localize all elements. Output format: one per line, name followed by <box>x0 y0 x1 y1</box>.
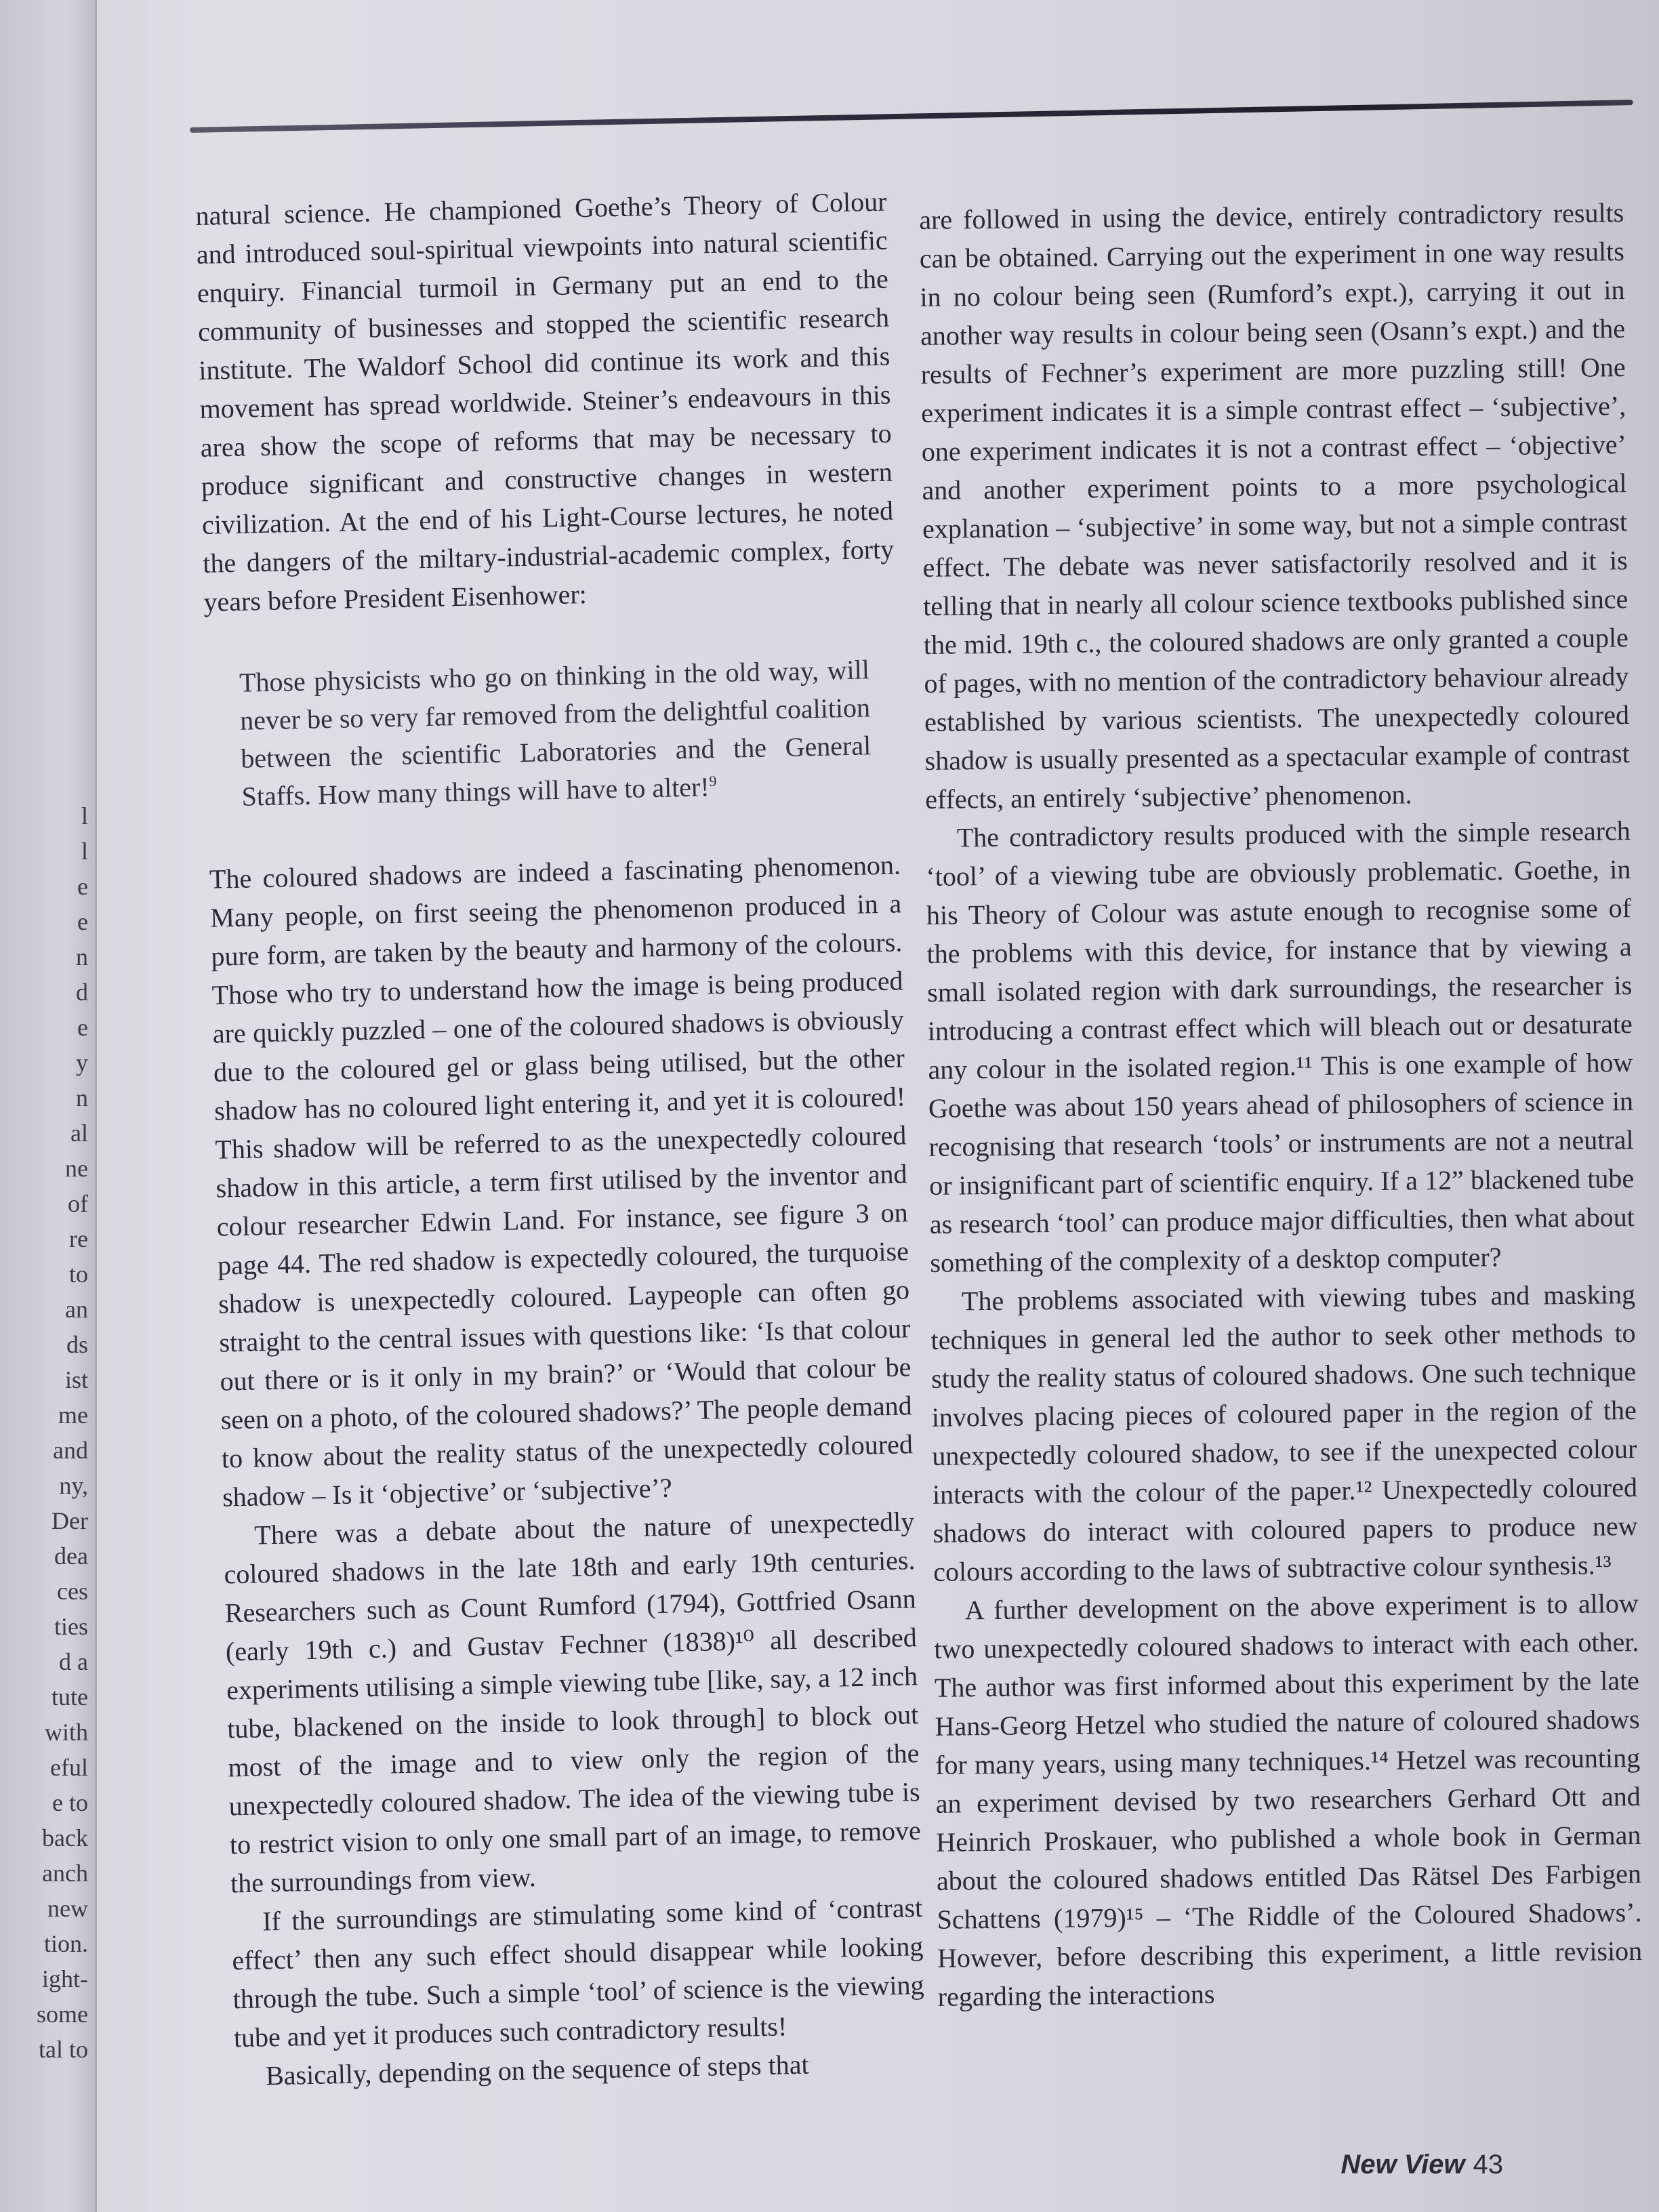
gutter-fragment: d <box>76 979 88 1006</box>
quote-text: Those physicists who go on thinking in the old way, will never be so very far removed from the delightful coalition between the scientific Laboratories and the General Staffs. How many things will have to alter! <box>239 654 872 812</box>
left-column <box>195 182 926 2096</box>
previous-page-edge <box>0 0 97 2212</box>
gutter-fragment: tion. <box>43 1930 88 1957</box>
gutter-fragment: Der <box>52 1507 88 1534</box>
gutter-fragment: e <box>77 873 88 900</box>
left-paragraph-2: The coloured shadows are indeed a fascinating phenomenon. Many people, on first seeing the phenomenon produced in a pure form, are taken by the beauty and harmony of the colours. Those who try to understand how the image is being produced are quickly puzzled – one of the coloured shadows is obviously due to the coloured gel or glass being utilised, but the other shadow has no coloured light entering it, and yet it is coloured! This shadow will be referred to as the unexpectedly coloured shadow in this article, a term first utilised by the inventor and colour researcher Edwin Land. For instance, see figure 3 on page 44. The red shadow is expectedly coloured, the turquoise shadow is unexpectedly coloured. Laypeople can often go straight to the central issues with questions like: ‘Is that colour out there or is it only in my brain?’ or ‘Would that colour be seen on a photo, of the coloured shadows?’ The people demand to know about the reality status of the unexpectedly coloured shadow – Is it ‘objective’ or ‘subjective’? <box>209 849 914 1513</box>
gutter-fragment: new <box>47 1895 88 1922</box>
left-paragraph-5: Basically, depending on the sequence of steps that <box>265 2049 810 2091</box>
gutter-fragment: and <box>53 1437 88 1464</box>
gutter-fragment: n <box>76 1084 88 1111</box>
gutter-fragment: an <box>65 1296 88 1323</box>
gutter-fragment: n <box>76 943 88 970</box>
gutter-fragment: ds <box>66 1331 88 1358</box>
gutter-fragment: back <box>42 1824 88 1851</box>
gutter-fragment: to <box>68 1261 88 1288</box>
page-footer <box>1340 2150 1503 2180</box>
gutter-fragment: dea <box>54 1542 88 1570</box>
gutter-fragment: al <box>70 1120 88 1147</box>
block-quote <box>239 651 872 815</box>
left-paragraph-1: natural science. He championed Goethe’s Theory of Colour and introduced soul-spiritual viewpoints into natural scientific enquiry. Financial turmoil in Germany put an end to the community of businesses and stopped the scientific research institute. The Waldorf School did continue its work and this movement has spread worldwide. Steiner’s endeavours in this area show the scope of reforms that may be necessary to produce significant and constructive changes in western civilization. At the end of his Light-Course lectures, he noted the dangers of the miltary-industrial-academic complex, forty years before President Eisenhower: <box>195 186 895 617</box>
gutter-fragment: d a <box>59 1648 88 1675</box>
right-column <box>919 193 1643 2016</box>
header-rule <box>190 100 1633 133</box>
gutter-fragment: with <box>44 1719 88 1746</box>
magazine-name: New View <box>1340 2150 1465 2179</box>
gutter-fragment: e to <box>52 1789 88 1816</box>
gutter-fragment: e <box>77 908 88 935</box>
gutter-fragment: l <box>81 802 88 830</box>
gutter-fragment: tal to <box>39 2036 88 2063</box>
gutter-fragment: e <box>77 1014 88 1041</box>
gutter-fragment: anch <box>42 1860 88 1887</box>
right-paragraph-4: A further development on the above experiment is to allow two unexpectedly coloured shadows to interact with each other. The author was first informed about this experiment by the late Hans-Georg Hetzel who studied the nature of coloured shadows for many years, using many techniques.¹⁴ Hetzel was recounting an experiment devised by two researchers Gerhard Ott and Heinrich Proskauer, who published a whole book in German about the coloured shadows entitled Das Rätsel Des Farbigen Schattens (1979)¹⁵ – ‘The Riddle of the Coloured Shadows’. However, before describing this experiment, a little revision regarding the interactions <box>934 1587 1643 2012</box>
gutter-fragment: ces <box>57 1578 88 1605</box>
gutter-fragment: tute <box>52 1683 88 1711</box>
right-paragraph-1: are followed in using the device, entirely contradictory results can be obtained. Carrying out the experiment in one way results in no colour being seen (Rumford’s expt.), carrying it out in another way results in colour being seen (Osann’s expt.) and the results of Fechner’s experiment are more puzzling still! One experiment indicates it is a simple contrast effect – ‘subjective’, one experiment indicates it is not a contrast effect – ‘objective’ and another experiment points to a more psychological explanation – ‘subjective’ in some way, but not a simple contrast effect. The debate was never satisfactorily resolved and it is telling that in nearly all colour science textbooks published since the mid. 19th c., the coloured shadows are only granted a couple of pages, with no mention of the contradictory behaviour already established by various scientists. The unexpectedly coloured shadow is usually presented as a spectacular example of contrast effects, an entirely ‘subjective’ phenomenon. <box>919 197 1630 815</box>
gutter-fragment: ne <box>65 1155 88 1182</box>
right-paragraph-3: The problems associated with viewing tubes and masking techniques in general led the author to seek other methods to study the reality status of coloured shadows. One such technique involves placing pieces of coloured paper in the region of the unexpectedly coloured shadow, to see if the unexpected colour interacts with the colour of the paper.¹² Unexpectedly coloured shadows do interact with coloured papers to produce new colours according to the laws of subtractive colour synthesis.¹³ <box>930 1279 1638 1587</box>
gutter-fragment: re <box>69 1225 88 1252</box>
gutter-fragment: eful <box>50 1754 88 1781</box>
quote-footnote-ref: 9 <box>709 772 717 790</box>
gutter-fragment: ist <box>64 1366 88 1393</box>
gutter-fragment: ny, <box>59 1472 88 1499</box>
page-number: 43 <box>1473 2150 1503 2179</box>
left-paragraph-4: If the surroundings are stimulating some kind of ‘contrast effect’ then any such effect should disappear while looking through the tube. Such a simple ‘tool’ of science is the viewing tube and yet it produces such contradictory results! <box>232 1892 924 2053</box>
right-paragraph-2: The contradictory results produced with the simple research ‘tool’ of a viewing tube are obviously problematic. Goethe, in his Theory of Colour was astute enough to recognise some of the problems with this device, for instance that by viewing a small isolated region with dark surroundings, the researcher is introducing a contrast effect which will bleach out or desaturate any colour in the isolated region.¹¹ This is one example of how Goethe was about 150 years ahead of philosophers of science in recognising that research ‘tools’ or instruments are not a neutral or insignificant part of scientific enquiry. If a 12” blackened tube as research ‘tool’ can produce major difficulties, then what about something of the complexity of a desktop computer? <box>926 815 1635 1278</box>
gutter-fragment: y <box>76 1049 88 1076</box>
gutter-fragment: me <box>58 1401 88 1429</box>
left-paragraph-3: There was a debate about the nature of unexpectedly coloured shadows in the late 18th and early 19th centuries. Researchers such as Count Rumford (1794), Gottfried Osann (early 19th c.) and Gustav Fechner (1838)¹⁰ all described experiments utilising a simple viewing tube [like, say, a 12 inch tube, blackened on the inside to look through] to block out most of the image and to view only the region of the unexpectedly coloured shadow. The idea of the viewing tube is to restrict vision to only one small part of an image, to remove the surroundings from view. <box>224 1506 922 1899</box>
gutter-fragment: ight- <box>42 1965 88 1992</box>
gutter-fragment: l <box>81 838 88 865</box>
gutter-fragment: some <box>37 2001 88 2028</box>
gutter-fragment: of <box>68 1190 88 1217</box>
gutter-fragment: ties <box>54 1613 88 1640</box>
